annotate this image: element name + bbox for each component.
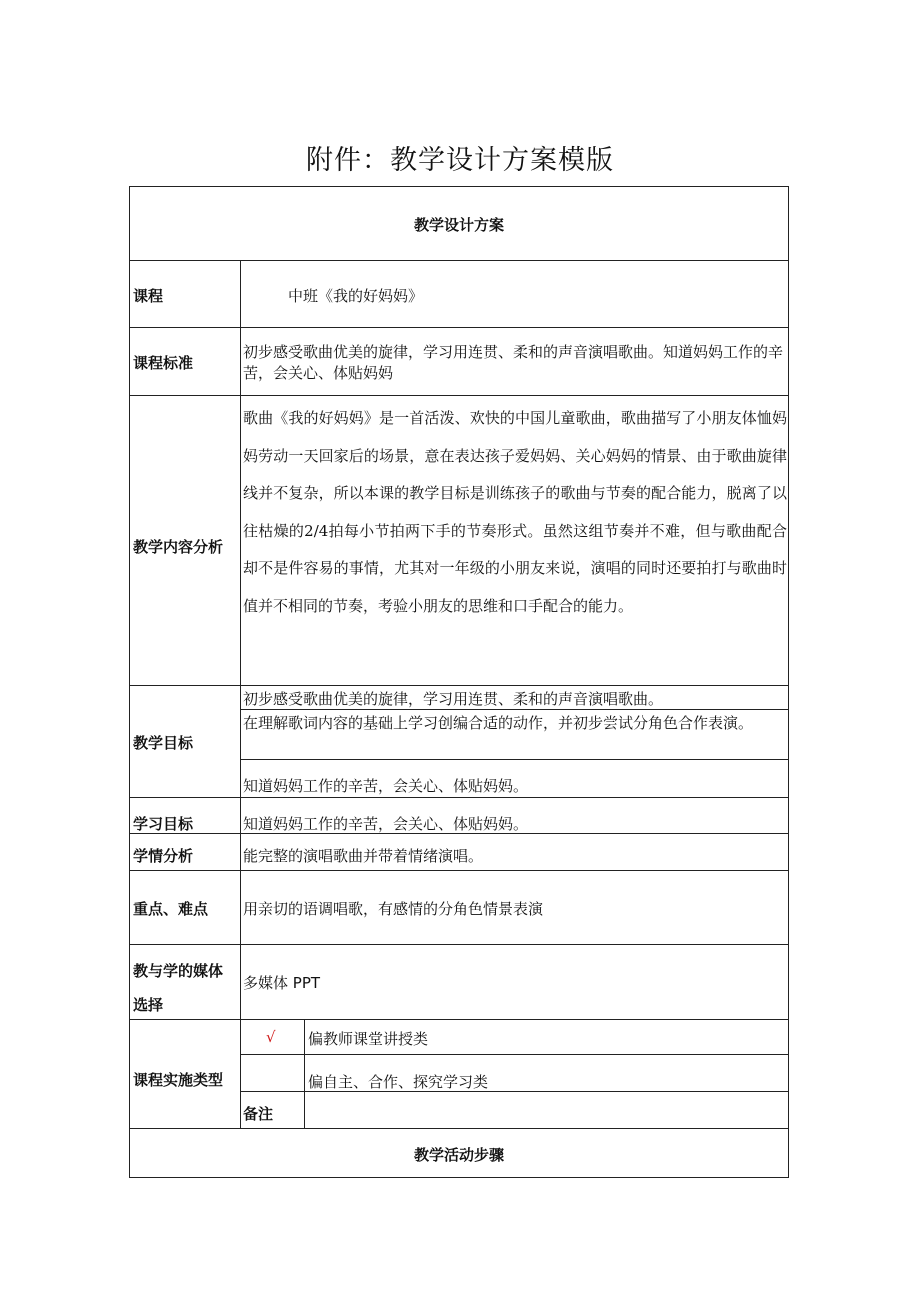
row-divider [130,395,788,396]
row-divider [240,1054,788,1055]
implementation-option-autonomous: 偏自主、合作、探究学习类 [308,1073,489,1091]
column-divider [304,1019,305,1128]
standard-value: 初步感受歌曲优美的旋律，学习用连贯、柔和的声音演唱歌曲。知道妈妈工作的辛苦，会关心、体贴妈妈 [243,343,784,382]
content-analysis-label: 教学内容分析 [133,538,224,556]
content-analysis-value: 歌曲《我的好妈妈》是一首活泼、欢快的中国儿童歌曲，歌曲描写了小朋友体恤妈妈劳动一天回家后的场景，意在表达孩子爱妈妈、关心妈妈的情景、由于歌曲旋律线并不复杂，所以本课的教学目标是训练孩子的歌曲与节奏的配合能力，脱离了以往枯燥的2/4拍每小节拍两下手的节奏形式。虽然这组节奏并不难，但与歌曲配合却不是件容易的事情，尤其对一年级的小朋友来说，演唱的同时还要拍打与歌曲时值并不相同的节奏，考验小朋友的思维和口手配合的能力。 [243,409,787,615]
learning-goals-label: 学习目标 [133,815,194,833]
teaching-goal-item: 在理解歌词内容的基础上学习创编合适的动作，并初步尝试分角色合作表演。 [243,714,754,732]
row-divider [130,944,788,945]
course-value: 中班《我的好妈妈》 [288,287,424,305]
implementation-option-teacher: 偏教师课堂讲授类 [308,1030,429,1048]
row-divider [130,797,788,798]
learner-analysis-value: 能完整的演唱歌曲并带着情绪演唱。 [243,847,484,865]
teaching-goal-item: 初步感受歌曲优美的旋律，学习用连贯、柔和的声音演唱歌曲。 [243,690,664,708]
learner-analysis-label: 学情分析 [133,847,194,865]
row-divider [240,759,788,760]
teaching-goal-item: 知道妈妈工作的辛苦，会关心、体贴妈妈。 [243,777,529,795]
row-divider [240,709,788,710]
row-divider [130,870,788,871]
key-points-label: 重点、难点 [133,900,209,918]
column-divider [240,260,241,1128]
checkmark-icon[interactable]: √ [266,1028,276,1046]
row-divider [130,260,788,261]
course-label: 课程 [133,287,164,305]
lesson-plan-table [129,186,789,1178]
row-divider [130,1128,788,1129]
form-header: 教学设计方案 [413,216,504,234]
key-points-value: 用亲切的语调唱歌，有感情的分角色情景表演 [243,900,544,918]
media-value: 多媒体 PPT [243,974,321,992]
media-label: 教与学的媒体 [133,962,224,980]
document-title: 附件：教学设计方案模版 [306,145,614,176]
learning-goals-value: 知道妈妈工作的辛苦，会关心、体贴妈妈。 [243,815,529,833]
teaching-goals-label: 教学目标 [133,734,194,752]
remark-label: 备注 [243,1105,274,1123]
media-label: 选择 [133,996,164,1014]
row-divider [130,327,788,328]
standard-label: 课程标准 [133,354,194,372]
row-divider [130,685,788,686]
row-divider [130,1019,788,1020]
implementation-label: 课程实施类型 [133,1071,224,1089]
steps-header: 教学活动步骤 [413,1146,504,1164]
